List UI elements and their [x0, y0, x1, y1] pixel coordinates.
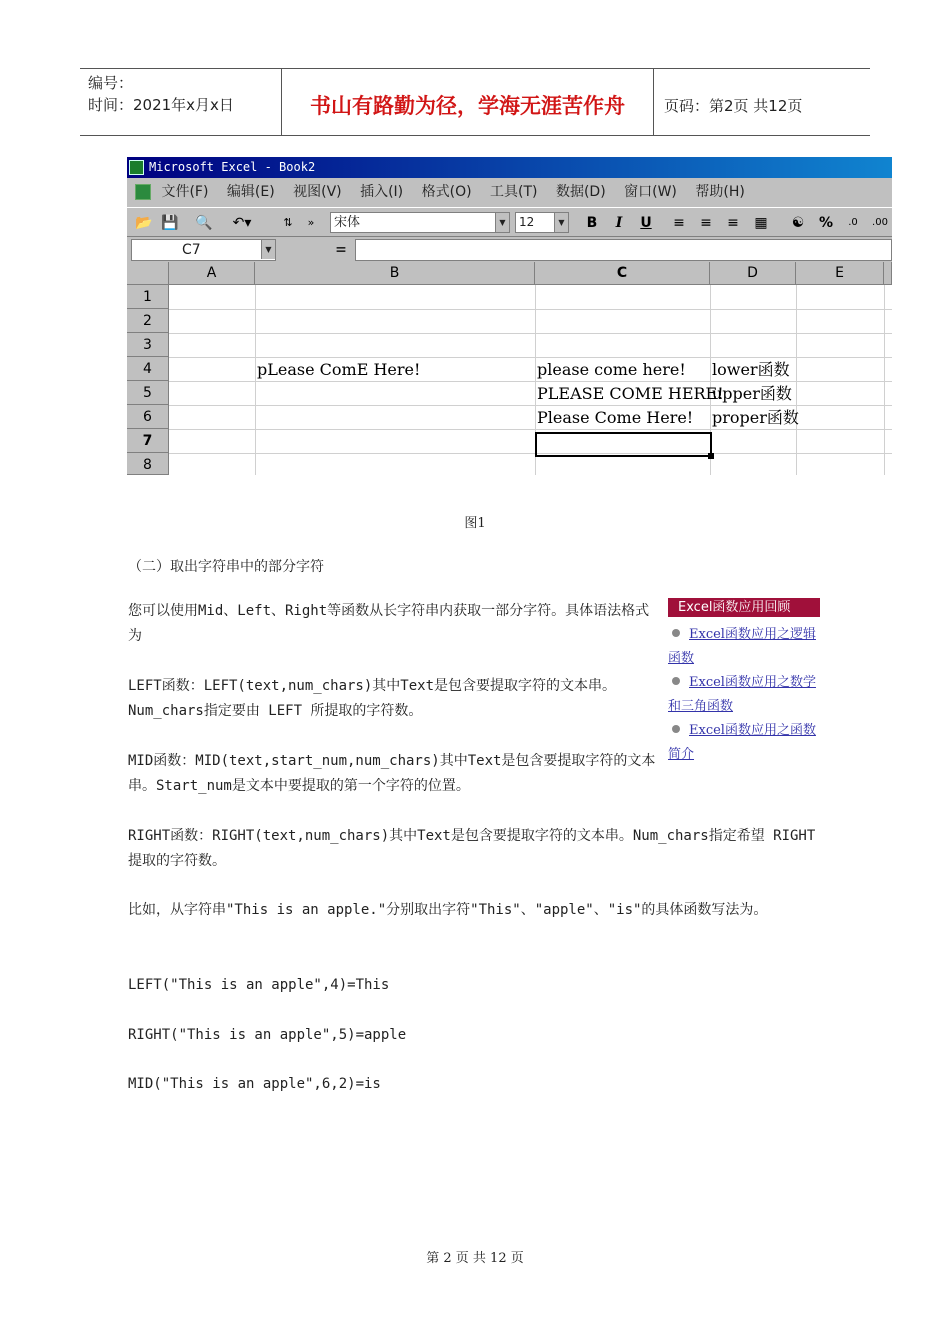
font-size-select[interactable] — [515, 212, 569, 233]
row-header-2[interactable]: 2 — [127, 309, 169, 333]
name-box-value: C7 — [182, 242, 201, 258]
column-header-e[interactable]: E — [796, 262, 884, 285]
related-links-box — [668, 598, 820, 767]
menu-data[interactable]: 数据(D) — [555, 184, 606, 200]
menu-help[interactable]: 帮助(H) — [695, 184, 745, 200]
grid-line — [169, 333, 892, 334]
related-link-math-text[interactable]: Excel函数应用之数学和三角函数 — [668, 675, 816, 714]
mid-function-desc: MID函数：MID(text,start_num,num_chars)其中Text是包含要提取字符的文本串。Start_num是文本中要提取的第一个字符的位置。 — [128, 753, 656, 794]
print-preview-icon[interactable]: 🔍 — [195, 215, 213, 231]
formula-bar — [127, 238, 892, 262]
row-header-8[interactable]: 8 — [127, 453, 169, 475]
bullet-icon — [672, 677, 680, 685]
example-intro: 比如，从字符串"This is an apple."分别取出字符"This"、"apple"、"is"的具体函数写法为。 — [128, 902, 768, 918]
column-header-b[interactable]: B — [255, 262, 535, 285]
row-header-5[interactable]: 5 — [127, 381, 169, 405]
name-box[interactable] — [131, 239, 276, 261]
row-header-3[interactable]: 3 — [127, 333, 169, 357]
fill-handle[interactable] — [708, 453, 714, 459]
font-name-value: 宋体 — [334, 215, 361, 230]
align-left-icon[interactable]: ≡ — [673, 215, 685, 231]
header-meta — [80, 69, 282, 135]
percent-icon[interactable]: % — [818, 215, 834, 231]
code-label: 编号： — [88, 74, 134, 92]
save-icon[interactable]: 💾 — [161, 215, 179, 231]
undo-icon[interactable]: ↶▾ — [232, 215, 252, 231]
worksheet-grid — [127, 262, 892, 475]
example-right: RIGHT("This is an apple",5)=apple — [128, 1027, 407, 1043]
row-header-1[interactable]: 1 — [127, 285, 169, 309]
left-function-desc: LEFT函数：LEFT(text,num_chars)其中Text是包含要提取字符的文本串。Num_chars指定要由 LEFT 所提取的字符数。 — [128, 678, 617, 719]
font-size-value: 12 — [519, 215, 535, 229]
grid-line — [884, 285, 885, 475]
sort-icon[interactable]: ⇅ — [283, 216, 293, 229]
menu-view[interactable]: 视图(V) — [293, 184, 342, 200]
cell-b4[interactable]: pLease ComE Here! — [257, 360, 421, 379]
excel-title: Microsoft Excel - Book2 — [149, 160, 316, 174]
grid-line — [169, 309, 892, 310]
formula-input[interactable] — [355, 239, 892, 261]
intro-paragraph: 您可以使用Mid、Left、Right等函数从长字符串内获取一部分字符。具体语法格式为 — [128, 603, 650, 644]
menu-window[interactable]: 窗口(W) — [624, 184, 677, 200]
menu-edit[interactable]: 编辑(E) — [226, 184, 275, 200]
example-mid: MID("This is an apple",6,2)=is — [128, 1076, 381, 1092]
right-function-desc: RIGHT函数：RIGHT(text,num_chars)其中Text是包含要提取字符的文本串。Num_chars指定希望 RIGHT 提取的字符数。 — [128, 828, 816, 869]
decrease-decimal-icon[interactable]: .00 — [872, 217, 888, 228]
column-header-f[interactable] — [884, 262, 892, 285]
row-header-7[interactable]: 7 — [127, 429, 169, 453]
page-header — [80, 68, 870, 136]
column-header-a[interactable]: A — [169, 262, 255, 285]
excel-app-icon — [129, 160, 144, 175]
bold-icon[interactable]: B — [586, 215, 598, 231]
bullet-icon — [672, 725, 680, 733]
row-header-4[interactable]: 4 — [127, 357, 169, 381]
menu-file[interactable]: 文件(F) — [161, 184, 209, 200]
align-right-icon[interactable]: ≡ — [727, 215, 739, 231]
header-motto: 书山有路勤为径，学海无涯苦作舟 — [282, 69, 654, 135]
related-link-logic-text[interactable]: Excel函数应用之逻辑函数 — [668, 627, 816, 666]
menu-insert[interactable]: 插入(I) — [360, 184, 404, 200]
grid-line — [169, 453, 892, 454]
menu-format[interactable]: 格式(O) — [421, 184, 472, 200]
header-page-info: 页码：第2页 共12页 — [664, 96, 803, 115]
increase-decimal-icon[interactable]: .0 — [848, 217, 858, 228]
cell-c6[interactable]: Please Come Here! — [537, 408, 694, 427]
formula-equals-button[interactable]: = — [335, 242, 347, 258]
figure-caption: 图1 — [464, 516, 486, 531]
cell-c4[interactable]: please come here! — [537, 360, 686, 379]
chevron-down-icon[interactable]: ▼ — [495, 213, 509, 232]
align-center-icon[interactable]: ≡ — [700, 215, 712, 231]
cell-d5[interactable]: upper函数 — [712, 384, 792, 403]
chevron-down-icon[interactable]: ▼ — [261, 240, 275, 259]
related-link-intro-text[interactable]: Excel函数应用之函数简介 — [668, 723, 816, 762]
menu-tools[interactable]: 工具(T) — [490, 184, 538, 200]
italic-icon[interactable]: I — [615, 215, 623, 231]
font-name-select[interactable] — [330, 212, 510, 233]
select-all-corner[interactable] — [127, 262, 169, 285]
open-icon[interactable]: 📂 — [135, 215, 153, 231]
currency-icon[interactable]: ☯ — [791, 215, 805, 231]
related-link-logic[interactable] — [668, 623, 820, 671]
column-header-d[interactable]: D — [710, 262, 796, 285]
example-left: LEFT("This is an apple",4)=This — [128, 977, 390, 993]
related-link-math[interactable] — [668, 671, 820, 719]
bullet-icon — [672, 629, 680, 637]
chevron-down-icon[interactable]: ▼ — [554, 213, 568, 232]
cell-c5[interactable]: PLEASE COME HERE! — [537, 384, 724, 403]
section-title: （二）取出字符串中的部分字符 — [128, 559, 324, 575]
more-icon[interactable]: » — [307, 216, 315, 229]
excel-window — [127, 157, 892, 475]
time-label: 时间：2021年x月x日 — [88, 96, 234, 114]
related-links-title: Excel函数应用回顾 — [668, 598, 820, 617]
excel-toolbar — [127, 207, 892, 237]
grid-line — [796, 285, 797, 475]
row-header-6[interactable]: 6 — [127, 405, 169, 429]
cell-d4[interactable]: lower函数 — [712, 360, 790, 379]
merge-center-icon[interactable]: ▦ — [754, 215, 768, 231]
excel-menu-bar — [127, 179, 892, 205]
page-footer: 第 2 页 共 12 页 — [426, 1251, 524, 1266]
grid-line — [255, 285, 256, 475]
underline-icon[interactable]: U — [640, 215, 652, 231]
cell-d6[interactable]: proper函数 — [712, 408, 799, 427]
related-link-intro[interactable] — [668, 719, 820, 767]
column-header-c[interactable]: C — [535, 262, 710, 285]
active-cell-c7[interactable] — [535, 432, 712, 457]
excel-title-bar — [127, 157, 892, 178]
workbook-icon[interactable] — [135, 184, 151, 200]
